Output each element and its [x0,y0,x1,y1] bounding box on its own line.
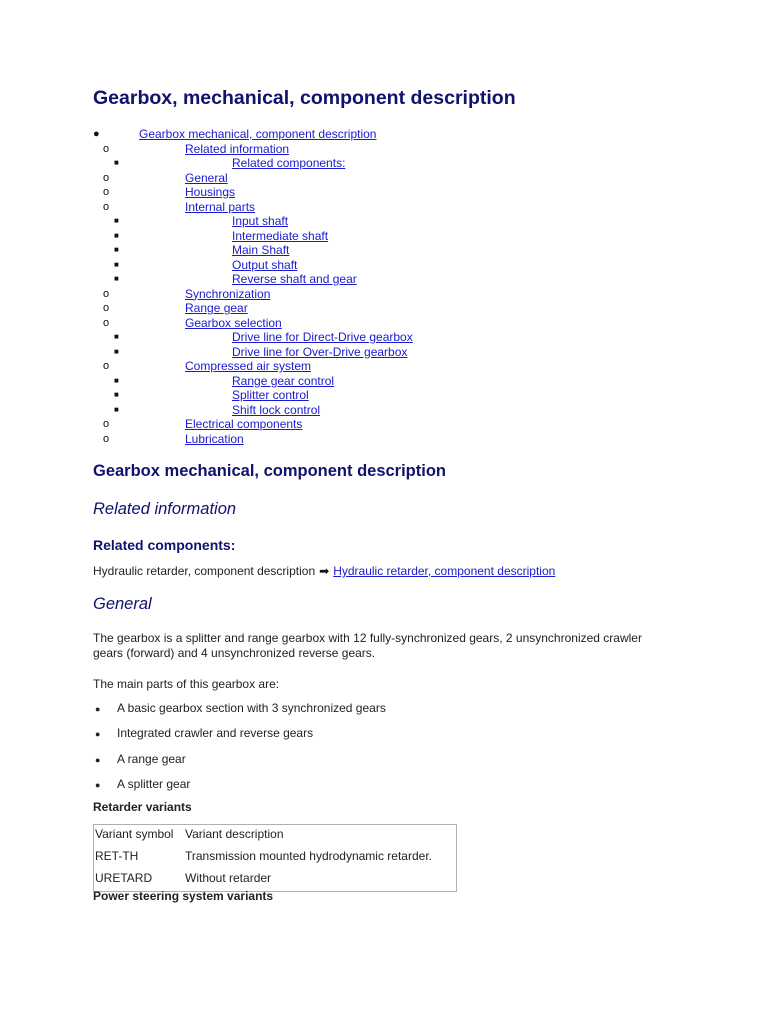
toc-item [93,432,693,447]
toc-link-general[interactable]: General [185,170,228,185]
bullet-icon: ● [95,755,101,765]
square-bullet-icon: ■ [114,390,119,399]
variants-table [93,824,457,892]
toc-link-synchronization[interactable]: Synchronization [185,286,271,301]
toc-item [93,156,693,171]
circle-bullet-icon: o [103,302,110,314]
related-link[interactable]: Hydraulic retarder, component description [333,564,556,578]
section-heading: Gearbox mechanical, component description [93,462,447,480]
square-bullet-icon: ■ [114,259,119,269]
toc-link-related-information[interactable]: Related information [185,141,290,156]
toc-item [93,243,693,258]
arrow-right-icon: ➡ [319,564,330,578]
toc-item [93,229,693,244]
power-steering-label: Power steering system variants [93,889,274,903]
toc-item [93,374,693,389]
toc-link-housings[interactable]: Housings [185,185,236,199]
toc-item [93,200,693,215]
toc-item [93,214,693,229]
bullet-icon: ● [95,704,101,714]
table-cell: Transmission mounted hydrodynamic retarder. [185,849,432,863]
related-line [93,564,555,579]
toc-item [93,403,693,418]
list-item: ● Integrated crawler and reverse gears [95,726,314,740]
table-of-contents [93,127,693,446]
toc-item [93,185,693,200]
table-header-row [94,825,457,848]
square-bullet-icon: ■ [114,404,119,414]
toc-item [93,316,693,331]
toc-item [93,388,693,403]
table-cell: RET-TH [95,849,139,863]
toc-link-main-shaft[interactable]: Main Shaft [232,243,290,257]
list-item: ● A basic gearbox section with 3 synchronized gears [95,701,386,715]
retarder-variants-label: Retarder variants [93,800,192,814]
toc-link-gearbox-mechanical[interactable]: Gearbox mechanical, component description [139,127,377,141]
circle-bullet-icon: o [103,171,110,184]
toc-item [93,272,693,287]
toc-link-electrical-components[interactable]: Electrical components [185,417,303,431]
toc-item [93,330,693,345]
toc-link-intermediate-shaft[interactable]: Intermediate shaft [232,228,329,243]
circle-bullet-icon: o [103,316,110,329]
toc-link-reverse-shaft[interactable]: Reverse shaft and gear [232,272,357,286]
circle-bullet-icon: o [103,287,110,300]
toc-link-range-gear[interactable]: Range gear [185,301,248,315]
toc-link-output-shaft[interactable]: Output shaft [232,257,298,272]
circle-bullet-icon: o [103,186,110,198]
square-bullet-icon: ■ [114,245,119,254]
square-bullet-icon: ■ [114,158,119,167]
toc-link-over-drive[interactable]: Drive line for Over-Drive gearbox [232,344,408,359]
square-bullet-icon: ■ [114,216,119,225]
toc-link-direct-drive[interactable]: Drive line for Direct-Drive gearbox [232,330,413,344]
square-bullet-icon: ■ [114,346,119,356]
toc-link-compressed-air[interactable]: Compressed air system [185,359,312,373]
toc-link-splitter-control[interactable]: Splitter control [232,388,309,402]
toc-link-gearbox-selection[interactable]: Gearbox selection [185,315,282,330]
toc-link-internal-parts[interactable]: Internal parts [185,199,256,214]
bullet-icon: ● [93,128,100,140]
toc-link-lubrication[interactable]: Lubrication [185,431,244,446]
related-text: Hydraulic retarder, component description [93,564,316,578]
toc-link-shift-lock-control[interactable]: Shift lock control [232,402,321,417]
toc-item [93,287,693,302]
table-cell: Without retarder [185,871,272,885]
circle-bullet-icon: o [103,432,110,445]
circle-bullet-icon: o [103,200,110,213]
toc-item [93,258,693,273]
circle-bullet-icon: o [103,418,110,430]
table-header-cell: Variant description [185,827,284,841]
bullet-icon: ● [95,780,101,790]
circle-bullet-icon: o [103,360,110,372]
toc-link-related-components[interactable]: Related components: [232,156,346,170]
circle-bullet-icon: o [103,142,110,155]
square-bullet-icon: ■ [114,332,119,341]
general-heading: General [93,595,152,613]
page-title: Gearbox, mechanical, component description [93,87,516,109]
toc-item [93,127,693,142]
table-header-cell: Variant symbol [95,827,174,841]
toc-item [93,171,693,186]
table-row [94,847,457,869]
bullet-icon: ● [95,729,101,739]
table-cell: URETARD [95,871,153,885]
square-bullet-icon: ■ [114,375,119,385]
toc-item [93,142,693,157]
square-bullet-icon: ■ [114,274,119,283]
toc-item [93,417,693,432]
toc-item [93,359,693,374]
related-components-heading: Related components: [93,537,236,553]
list-item: ● A range gear [95,752,186,766]
toc-item [93,301,693,316]
toc-link-input-shaft[interactable]: Input shaft [232,214,289,228]
list-item: ● A splitter gear [95,777,191,791]
related-information-heading: Related information [93,500,237,518]
general-paragraph: The gearbox is a splitter and range gearbox with 12 fully-synchronized gears, 2 unsynchronized crawler gears (forward) and 4 unsynchronized reverse gears. [93,631,642,660]
toc-item [93,345,693,360]
main-parts-intro: The main parts of this gearbox are: [93,677,280,691]
square-bullet-icon: ■ [114,230,119,240]
toc-link-range-gear-control[interactable]: Range gear control [232,373,335,388]
